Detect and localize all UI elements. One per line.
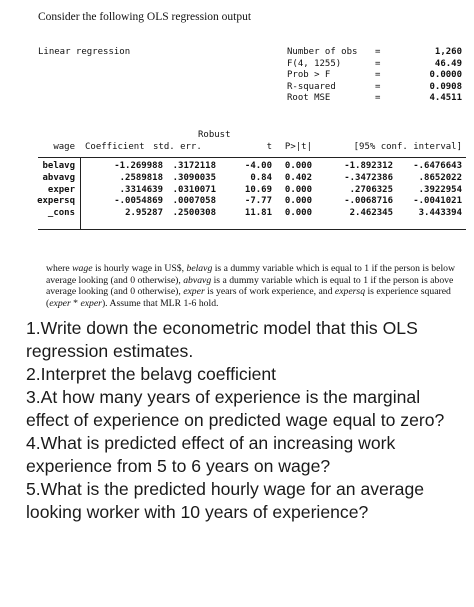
coefficient-value: -1.269988 xyxy=(114,161,163,172)
ci-lower-value: .2706325 xyxy=(349,184,393,195)
column-header: std. err. xyxy=(153,141,202,152)
t-value: 0.84 xyxy=(250,173,272,184)
stat-value: 1,260 xyxy=(434,47,462,57)
question-3: 3.At how many years of experience is the marginal effect of experience on predicted wage equal to zero? xyxy=(26,387,445,430)
std-err-value: .0007058 xyxy=(172,196,216,207)
question-2: 2.Interpret the belavg coefficient xyxy=(26,364,277,384)
variable-name: belavg xyxy=(42,161,75,172)
stat-label: Prob > F xyxy=(287,70,331,81)
std-err-value: .3090035 xyxy=(172,173,216,184)
stat-row xyxy=(287,47,462,59)
table-row xyxy=(38,196,466,208)
t-value: -4.00 xyxy=(244,161,272,172)
p-value: 0.000 xyxy=(284,161,312,172)
table-header-rule xyxy=(38,157,466,158)
note-variable: exper xyxy=(183,286,205,298)
stat-row xyxy=(287,59,462,71)
variable-definitions-note xyxy=(46,263,466,309)
std-err-value: .0310071 xyxy=(172,184,216,195)
column-header: [95% conf. interval] xyxy=(353,141,462,152)
table-row xyxy=(38,185,466,197)
note-variable: abvavg xyxy=(183,274,212,286)
p-value: 0.000 xyxy=(284,208,312,219)
coefficient-value: .2589818 xyxy=(119,173,163,184)
note-text: is a dummy variable which is equal to 1 if the person is below average looking (and 0 otherwise), xyxy=(46,263,455,286)
note-variable: wage xyxy=(72,263,93,274)
stat-equals: = xyxy=(375,81,381,92)
coefficient-value: 2.95287 xyxy=(125,208,163,219)
robust-label: Robust xyxy=(198,130,231,140)
ci-lower-value: -.0068716 xyxy=(344,196,393,207)
variable-name: _cons xyxy=(47,208,75,219)
column-header: P>|t| xyxy=(284,141,312,152)
table-header-top-row xyxy=(38,130,466,142)
question-4: 4.What is predicted effect of an increasing work experience from 5 to 6 years on wage? xyxy=(26,433,396,476)
stat-equals: = xyxy=(375,58,381,69)
stat-value: 0.0000 xyxy=(429,70,462,81)
column-header: Coefficient xyxy=(85,141,145,152)
stat-value: 4.4511 xyxy=(429,93,462,104)
stat-value: 46.49 xyxy=(434,58,462,69)
stat-row xyxy=(287,70,462,82)
variable-name: abvavg xyxy=(42,173,75,184)
column-header: t xyxy=(266,141,272,152)
note-text: * xyxy=(70,297,81,309)
note-variable: exper xyxy=(80,297,102,309)
stat-equals: = xyxy=(375,47,381,57)
regression-stats xyxy=(287,47,462,105)
questions-list xyxy=(26,317,466,524)
ci-upper-value: -.6476643 xyxy=(413,161,462,172)
note-text: is experience squared ( xyxy=(46,286,451,309)
stat-label: R-squared xyxy=(287,81,336,92)
ci-lower-value: -.3472386 xyxy=(344,173,393,184)
ci-upper-value: 3.443394 xyxy=(418,208,462,219)
stat-label: Number of obs xyxy=(287,47,358,57)
stat-equals: = xyxy=(375,93,381,104)
table-row xyxy=(38,161,466,173)
note-text: is hourly wage in US$, xyxy=(92,263,187,274)
p-value: 0.402 xyxy=(284,173,312,184)
table-row xyxy=(38,173,466,185)
t-value: -7.77 xyxy=(244,196,272,207)
stat-equals: = xyxy=(375,70,381,81)
note-variable: belavg xyxy=(186,263,213,274)
note-variable: expersq xyxy=(334,286,366,298)
coefficient-value: .3314639 xyxy=(119,184,163,195)
std-err-value: .3172118 xyxy=(172,161,216,172)
variable-name: exper xyxy=(47,184,75,195)
variable-name: expersq xyxy=(37,196,75,207)
ci-lower-value: -1.892312 xyxy=(344,161,393,172)
ci-lower-value: 2.462345 xyxy=(349,208,393,219)
column-header: wage xyxy=(53,141,75,152)
stat-row xyxy=(287,82,462,94)
table-column-rule xyxy=(80,157,81,229)
question-1: 1.Write down the econometric model that this OLS regression estimates. xyxy=(26,318,418,361)
note-text: is a dummy variable which is equal to 1 if the person is above average looking (and 0 otherwise), xyxy=(46,274,454,298)
question-5: 5.What is the predicted hourly wage for an average looking worker with 10 years of experience? xyxy=(26,479,425,522)
note-text: where xyxy=(46,263,73,274)
ci-upper-value: .3922954 xyxy=(418,184,462,195)
t-value: 10.69 xyxy=(244,184,272,195)
note-variable: exper xyxy=(49,297,71,309)
regression-table xyxy=(38,130,466,220)
p-value: 0.000 xyxy=(284,196,312,207)
ci-upper-value: .8652022 xyxy=(418,173,462,184)
t-value: 11.81 xyxy=(244,208,272,219)
regression-title: Linear regression xyxy=(38,47,131,57)
stat-value: 0.0908 xyxy=(429,81,462,92)
table-bottom-rule xyxy=(38,229,466,230)
p-value: 0.000 xyxy=(284,184,312,195)
stat-row xyxy=(287,93,462,105)
note-text: ). Assume that MLR 1-6 hold. xyxy=(101,297,219,309)
table-row xyxy=(38,208,466,220)
ci-upper-value: -.0041021 xyxy=(413,196,462,207)
std-err-value: .2500308 xyxy=(172,208,216,219)
table-header-row xyxy=(38,142,466,154)
coefficient-value: -.0054869 xyxy=(114,196,163,207)
stat-label: Root MSE xyxy=(287,93,331,104)
problem-heading: Consider the following OLS regression output xyxy=(38,11,252,23)
stat-label: F(4, 1255) xyxy=(287,58,342,69)
note-text: is years of work experience, and xyxy=(204,286,335,298)
